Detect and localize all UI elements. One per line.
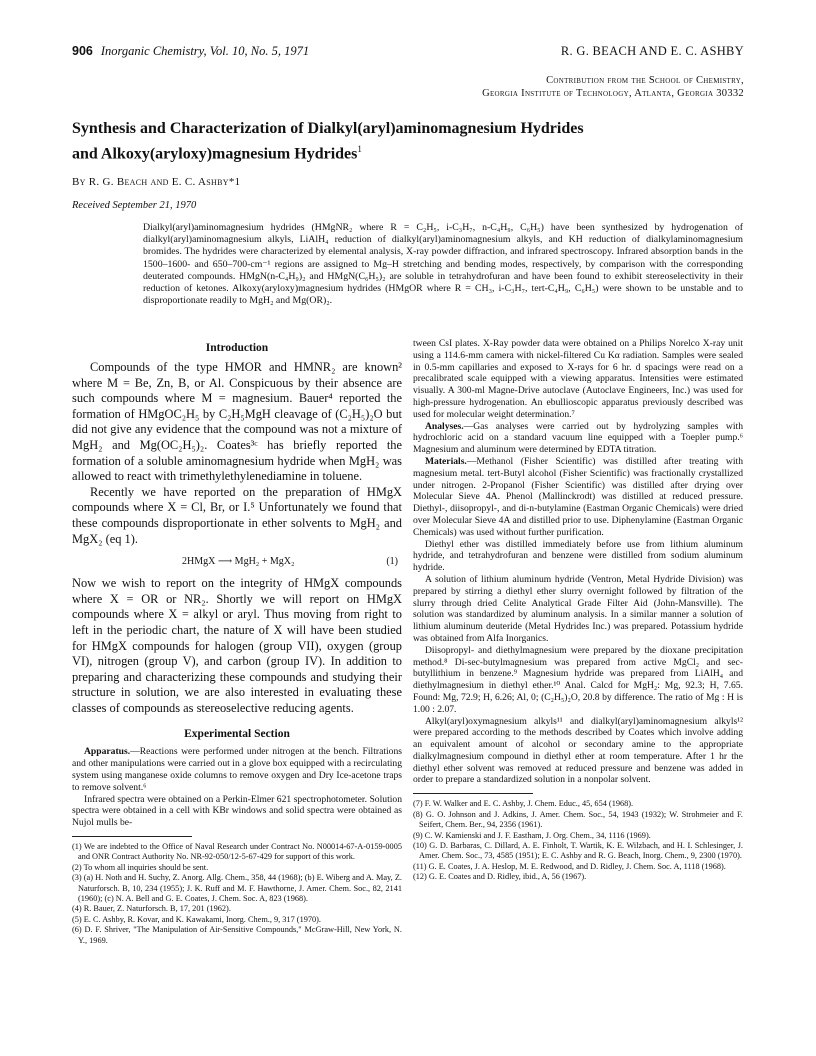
materials-paragraph [413,456,743,539]
diisopropyl-paragraph: Diisopropyl- and diethylmagnesium were prepared by the dioxane precipitation method.⁸ Di-sec-butylmagnesium was prepared from active MgCl₂ and sec-butyllithium in benzene.⁹ Magnesium hydride was prepared from LiAlH₄ and diethylmagnesium in diethyl ether.¹⁰ Anal. Calcd for MgH₂: Mg, 92.3; H, 7.65. Found: Mg, 72.9; H, 6.26; Al, 0; (C₂H₅)₂O, 20.8 by difference. The ratio of Mg : H is 1.00 : 2.07. [413,644,743,715]
title-line-2: and Alkoxy(aryloxy)magnesium Hydrides [72,145,358,163]
materials-label: Materials. [425,455,467,467]
methods-paragraph: tween CsI plates. X-Ray powder data were obtained on a Philips Norelco X-ray unit using a 114.6-mm camera with nickel-filtered Cu Kα radiation. Samples were sealed in 0.5-mm capillaries and exposed to X-rays for 6 hr. d spacings were read on a precalibrated scale equipped with a viewing apparatus. Intensities were estimated visually. A 300-ml Magne-Drive autoclave (Autoclave Engineers, Inc.) was used for high-pressure hydrogenation. An ebullioscopic apparatus previously described was used for molecular weight determination.⁷ [413,338,743,420]
received-date: Received September 21, 1970 [72,200,197,211]
materials-text: —Methanol (Fisher Scientific) was distilled after treating with magnesium metal. tert-Butyl alcohol (Fisher Scientific) was fractionally crystallized under nitrogen. 2-Propanol (Fisher Scientific) was distilled after drying over Molecular Sieve 4A. Phenol (Mallinckrodt) was distilled at reduced pressure. Diethyl-, diisopropyl-, and di-n-butylamine (Eastman Organic Chemicals) were dried over Molecular Sieve 4A and distilled prior to use. Diphenylamine (Eastman Organic Chemicals) was used without further purification. [413,455,743,538]
footnote-10: (10) G. D. Barbaras, C. Dillard, A. E. Finholt, T. Wartik, K. E. Wilzbach, and H. I. Schlesinger, J. Amer. Chem. Soc., 73, 4585 (1951); E. C. Ashby and R. G. Beach, Inorg. Chem., 9, 2300 (1970). [413,840,743,861]
running-header-authors: R. G. BEACH AND E. C. ASHBY [560,44,744,58]
footnote-12: (12) G. E. Coates and D. Ridley, ibid., A, 56 (1967). [413,872,587,882]
contribution-line-2: Georgia Institute of Technology, Atlanta, Georgia 30332 [482,88,744,99]
infrared-paragraph: Infrared spectra were obtained on a Perkin-Elmer 621 spectrophotometer. Solution spectra were obtained in a cell with KBr windows and solid spectra were obtained as Nujol mulls be- [72,793,402,829]
footnote-4: (4) R. Bauer, Z. Naturforsch. B, 17, 201 (1962). [72,904,231,914]
equation-text: 2HMgX ⟶ MgH₂ + MgX₂ [182,556,295,568]
footnote-3: (3) (a) H. Noth and H. Suchy, Z. Anorg. Allg. Chem., 358, 44 (1968); (b) E. Wiberg and A. May, Z. Naturforsch. B, 10, 234 (1955); J. K. Ruff and M. F. Hawthorne, J. Amer. Chem. Soc., 82, 2141 (1960); (c) N. A. Bell and G. E. Coates, J. Chem. Soc. A, 823 (1968). [72,873,402,904]
author-byline: By R. G. Beach and E. C. Ashby*1 [72,176,241,188]
footnote-8: (8) G. O. Johnson and J. Adkins, J. Amer. Chem. Soc., 54, 1943 (1932); W. Strohmeier and F. Seifert, Chem. Ber., 94, 2356 (1961). [413,809,743,830]
footnote-9: (9) C. W. Kamienski and J. F. Eastham, J. Org. Chem., 34, 1116 (1969). [413,830,651,840]
footnote-rule [72,836,192,837]
right-column [413,338,743,883]
page-number: 906 [72,44,93,58]
footnote-rule-right [413,793,533,794]
alkyloxy-paragraph: Alkyl(aryl)oxymagnesium alkyls¹¹ and dialkyl(aryl)aminomagnesium alkyls¹² were prepared according to the methods described by Coates which involve adding an equivalent amount of alcohol or secondary amine to the appropriate dialkylmagnesium compound in diethyl ether at room temperature. After 1 hr the diethyl ether solvent was removed at reduced pressure and benzene was added in order to prepare a standardized solution in a nonpolar solvent. [413,715,743,786]
title-line-1: Synthesis and Characterization of Dialkyl(aryl)aminomagnesium Hydrides [72,120,584,137]
intro-paragraph-2: Recently we have reported on the preparation of HMgX compounds where X = Cl, Br, or I.⁵ Unfortunately we found that these compounds disproportionate in ether solvents to MgH₂ and MgX₂ (eq 1). [72,484,402,546]
analyses-label: Analyses. [425,420,464,432]
apparatus-paragraph [72,746,402,793]
footnote-7: (7) F. W. Walker and E. C. Ashby, J. Chem. Educ., 45, 654 (1968). [413,799,634,809]
footnote-2: (2) To whom all inquiries should be sent. [72,862,209,872]
footnote-1: (1) We are indebted to the Office of Naval Research under Contract No. N00014-67-A-0159-0005 and ONR Contract Authority No. NR-92-050/12-5-67-429 for support of this work. [72,842,402,862]
lithium-aluminum-hydride-paragraph: A solution of lithium aluminum hydride (Ventron, Metal Hydride Division) was prepared by stirring a diethyl ether slurry overnight followed by filtration of the slurry through dried Celite Analytical Grade Filter Aid (John-Mansville). The solution was standardized by aluminum analysis. In a similar manner a solution of lithium aluminum deuteride (Metal Hydrides Inc.) was prepared. Potassium hydride was obtained from Alfa Inorganics. [413,573,743,644]
analyses-text: —Gas analyses were carried out by hydrolyzing samples with hydrochloric acid on a standard vacuum line equipped with a Toepler pump.⁶ Magnesium and aluminum were determined by EDTA titration. [413,420,743,456]
analyses-paragraph [413,421,743,456]
equation-number: (1) [386,556,398,568]
equation-1 [72,556,402,567]
apparatus-text: —Reactions were performed under nitrogen at the bench. Filtrations and other manipulations were carried out in a glove box equipped with a recirculating system using manganese oxide columns to remove oxygen and Dry Ice-acetone traps to remove solvent.⁶ [72,746,402,793]
journal-citation: Inorganic Chemistry, Vol. 10, No. 5, 1971 [100,44,310,58]
introduction-heading: Introduction [205,342,269,354]
running-header-left [72,44,309,59]
intro-paragraph-3: Now we wish to report on the integrity of HMgX compounds where X = OR or NR₂. Shortly we will report on HMgX compounds where X = alkyl or aryl. Thus moving from right to left in the periodic chart, the nature of X will have been studied for HMgX compounds for halogen (group VII), oxygen (group VI), nitrogen (group V), and carbon (group IV). In addition to preparing and characterizing these compounds and studying their structure in solution, we are also interested in evaluating these classes of compounds as stereoselective reducing agents. [72,576,402,715]
experimental-heading: Experimental Section [184,728,290,741]
footnote-5: (5) E. C. Ashby, R. Kovar, and K. Kawakami, Inorg. Chem., 9, 317 (1970). [72,914,321,924]
title-footnote-mark: 1 [357,144,362,154]
footnote-6: (6) D. F. Shriver, "The Manipulation of Air-Sensitive Compounds," McGraw-Hill, New York, N. Y., 1969. [72,925,402,945]
apparatus-label: Apparatus. [84,746,131,758]
left-column [72,338,402,946]
intro-paragraph-1: Compounds of the type HMOR and HMNR₂ are known² where M = Be, Zn, B, or Al. Conspicuous by their absence are such compounds where M = magnesium. Bauer⁴ reported the formation of HMgOC₂H₅ by C₂H₅MgH cleavage of (C₂H₅)₂O but did not give any evidence that the compound was not a mixture of MgH₂ and Mg(OC₂H₅)₂. Coates³ᶜ has briefly reported the formation of a soluble aminomagnesium hydride when MgH₂ was allowed to react with trimethylethylenediamine in toluene. [72,360,402,484]
ether-paragraph: Diethyl ether was distilled immediately before use from lithium aluminum hydride, and tetrahydrofuran and benzene were distilled from sodium aluminum hydride. [413,538,743,574]
footnote-11: (11) G. E. Coates, J. A. Heslop, M. E. Redwood, and D. Ridley, J. Chem. Soc. A, 1118 (1968). [413,861,726,871]
contribution-line-1: Contribution from the School of Chemistry, [546,75,744,86]
contribution-affiliation [482,74,744,100]
abstract: Dialkyl(aryl)aminomagnesium hydrides (HMgNR₂ where R = C₂H₅, i-C₃H₇, n-C₄H₉, C₆H₅) have been synthesized by hydrogenation of dialkyl(aryl)aminomagnesium alkyls, LiAlH₄ reduction of dialkyl(aryl)aminomagnesium alkyls, and KH reduction of dialkylaminomagnesium bromides. The hydrides were characterized by elemental analysis, X-ray powder diffraction, and infrared spectroscopy. Infrared absorption bands in the 1500–1600- and 650–700-cm⁻¹ regions are assigned to Mg–H stretching and bending modes, respectively, by comparison with the corresponding deuterated compounds. HMgN(n-C₄H₉)₂ and HMgN(C₆H₅)₂ are soluble in tetrahydrofuran and have been found to exhibit stereoselectivity in their reduction of ketones. Alkoxy(aryloxy)magnesium hydrides (HMgOR where R = CH₃, i-C₃H₇, tert-C₄H₉, C₆H₅) were shown to be unstable and to disproportionate readily to MgH₂ and Mg(OR)₂. [143,222,743,307]
article-title [72,118,744,164]
